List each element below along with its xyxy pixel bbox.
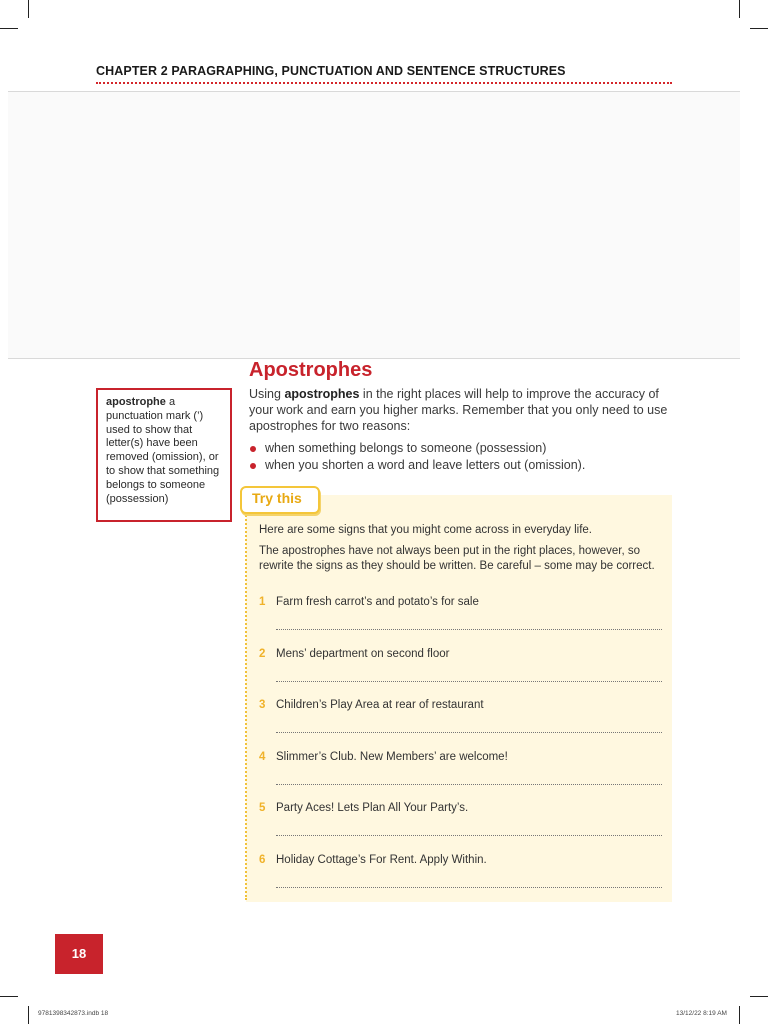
section-heading: Apostrophes — [249, 359, 373, 381]
crop-mark — [0, 996, 18, 997]
item-number: 2 — [259, 648, 266, 660]
page-number: 18 — [55, 934, 103, 974]
sign-text: Farm fresh carrot’s and potato’s for sale — [276, 596, 479, 608]
sign-text: Mens’ department on second floor — [276, 648, 450, 660]
reasons-list — [249, 440, 677, 474]
crop-mark — [28, 0, 29, 18]
glossary-definition: a punctuation mark (’) used to show that letter(s) have been removed (omission), or to show that something belongs to someone (possession) — [106, 396, 220, 505]
answer-line[interactable] — [276, 887, 662, 888]
try-this-label: Try this — [252, 490, 302, 506]
answer-line[interactable] — [276, 629, 662, 630]
crop-mark — [28, 1006, 29, 1024]
chapter-title: CHAPTER 2 PARAGRAPHING, PUNCTUATION AND SENTENCE STRUCTURES — [96, 64, 566, 78]
try-this-dotted-border — [245, 512, 247, 900]
sign-text: Slimmer’s Club. New Members’ are welcome! — [276, 751, 508, 763]
bullet-icon — [250, 446, 256, 452]
answer-line[interactable] — [276, 784, 662, 785]
item-number: 1 — [259, 596, 266, 608]
footer-file-info: 9781398342873.indb 18 — [38, 1010, 109, 1017]
item-number: 5 — [259, 802, 266, 814]
answer-line[interactable] — [276, 732, 662, 733]
content-bottom-border — [8, 358, 740, 359]
key-term: apostrophes — [284, 387, 360, 401]
blank-content-area — [8, 92, 740, 358]
crop-mark — [750, 996, 768, 997]
item-number: 6 — [259, 854, 266, 866]
bullet-icon — [250, 463, 256, 469]
crop-mark — [739, 0, 740, 18]
glossary-box — [96, 388, 232, 522]
crop-mark — [750, 28, 768, 29]
list-item: when you shorten a word and leave letters out (omission). — [249, 457, 677, 474]
sign-text: Holiday Cottage’s For Rent. Apply Within. — [276, 854, 487, 866]
item-number: 3 — [259, 699, 266, 711]
chapter-divider — [96, 82, 672, 84]
list-item: when something belongs to someone (possession) — [249, 440, 677, 457]
item-number: 4 — [259, 751, 266, 763]
answer-line[interactable] — [276, 681, 662, 682]
crop-mark — [739, 1006, 740, 1024]
intro-paragraph: Using apostrophes in the right places will help to improve the accuracy of your work and earn you higher marks. Remember that you only need to use apostrophes for two reasons: — [249, 387, 668, 433]
sign-text: Children’s Play Area at rear of restaurant — [276, 699, 484, 711]
answer-line[interactable] — [276, 835, 662, 836]
glossary-term: apostrophe — [106, 396, 166, 408]
crop-mark — [0, 28, 18, 29]
activity-instruction: Here are some signs that you might come across in everyday life. — [259, 524, 593, 536]
activity-instruction: The apostrophes have not always been put in the right places, however, so rewrite the signs as they should be written. Be careful – some may be correct. — [259, 545, 655, 572]
sign-text: Party Aces! Lets Plan All Your Party’s. — [276, 802, 469, 814]
footer-timestamp: 13/12/22 8:19 AM — [676, 1010, 727, 1017]
